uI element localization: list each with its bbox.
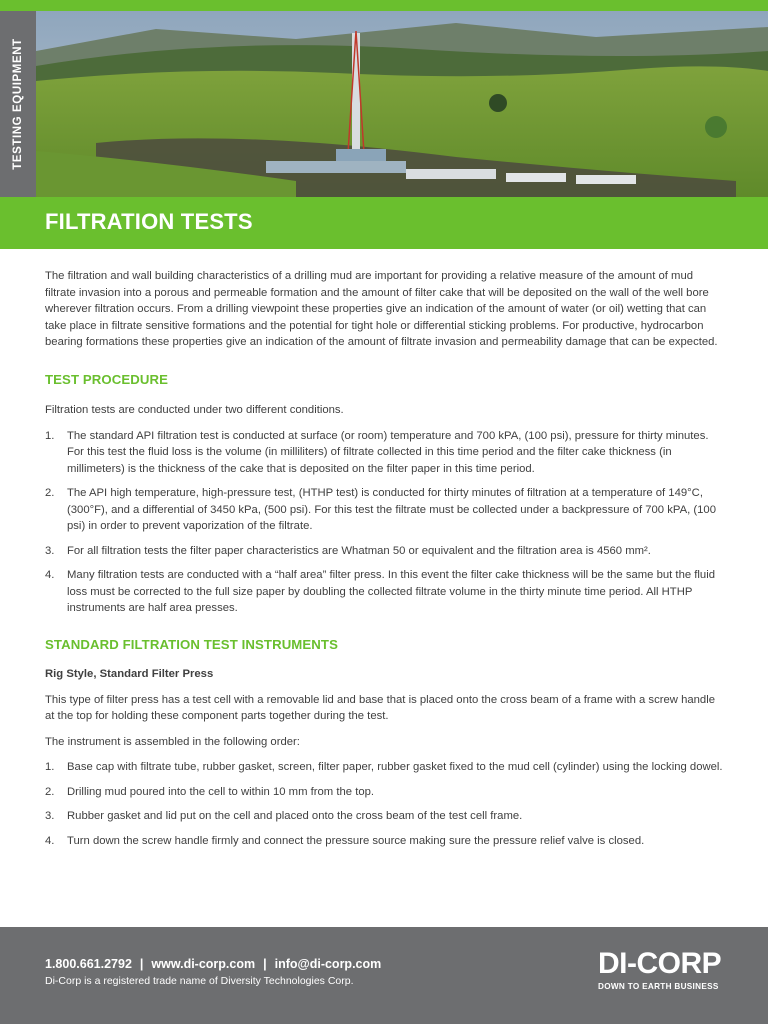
list-item-number: 1. — [45, 429, 55, 442]
list-item-text: The API high temperature, high-pressure test, (HTHP test) is conducted for thirty minutes of filtration at a temperature of 149°C, (300°F), and a differential of 3450 kPa, (500 psi). For this test the filtrate must be collected under a backpressure of 700 kPA, (100 psi) in order to prevent vaporization of the filtrate. — [67, 487, 716, 532]
test-procedure-list — [45, 428, 725, 617]
assembly-order-lead: The instrument is assembled in the following order: — [45, 735, 300, 748]
list-item-number: 4. — [45, 834, 55, 847]
instruments-description: This type of filter press has a test cell with a removable lid and base that is placed onto the cross beam of a frame with a screw handle at the top for holding these component parts together during the test. — [45, 693, 715, 722]
hero-drilling-rig-image — [36, 11, 768, 197]
list-item — [45, 428, 725, 478]
list-item-number: 2. — [45, 487, 55, 499]
list-item-text: Rubber gasket and lid put on the cell and placed onto the cross beam of the test cell frame. — [67, 810, 523, 822]
list-item-text: Many filtration tests are conducted with a “half area” filter press. In this event the filter cake thickness will be the same but the fluid loss must be corrected to the full size paper by doubling the collected filtrate volume in the thirty minute time period. All HTHP instruments are half area presses. — [67, 569, 715, 614]
test-procedure-lead: Filtration tests are conducted under two different conditions. — [45, 404, 344, 416]
section-tab — [0, 11, 36, 197]
list-item-text: For all filtration tests the filter paper characteristics are Whatman 50 or equivalent and the filtration area is 4560 mm². — [67, 544, 651, 557]
contact-separator: | — [263, 957, 267, 971]
list-item-text: Drilling mud poured into the cell to within 10 mm from the top. — [67, 785, 375, 798]
assembly-order-list — [45, 759, 725, 849]
phone-link[interactable]: 1.800.661.2792 — [45, 957, 132, 971]
footer — [0, 927, 768, 1024]
instruments-subheading: Rig Style, Standard Filter Press — [45, 668, 214, 680]
list-item-number: 3. — [45, 544, 55, 557]
list-item — [45, 485, 725, 535]
list-item — [45, 808, 725, 825]
contact-line — [45, 957, 381, 971]
list-item-number: 1. — [45, 761, 55, 773]
title-band — [0, 197, 768, 249]
website-link[interactable]: www.di-corp.com — [151, 957, 256, 971]
company-logo — [598, 949, 728, 991]
logo-tagline: DOWN TO EARTH BUSINESS — [598, 982, 719, 991]
email-link[interactable]: info@di-corp.com — [274, 957, 382, 971]
list-item-text: The standard API filtration test is conducted at surface (or room) temperature and 700 kPA, (100 psi), pressure for thirty minutes. For this test the fluid loss is the volume (in milliliters) of filtrate collected in this time period and the filter cake thickness (in millimeters) is the thickness of the cake that is deposited on the filter paper in this time period. — [67, 429, 709, 475]
list-item — [45, 833, 725, 850]
intro-paragraph: The filtration and wall building characteristics of a drilling mud are important for providing a relative measure of the amount of mud filtrate invasion into a porous and permeable formation and the amount of filter cake that will be deposited on the wall of the well bore wherever filtration occurs. From a drilling viewpoint these properties give an indication of the amount of water (or oil) wetting that can take place in filtrate sensitive formations and the potential for tight hole or differential sticking problems. For productive, hydrocarbon bearing formations these properties give an indication of the amount of filtrate invasion and permeability damage that can be expected. — [45, 270, 718, 348]
section-tab-label: TESTING EQUIPMENT — [12, 38, 25, 170]
logo-wordmark: DI-CORP — [598, 947, 722, 980]
page-title: FILTRATION TESTS — [45, 209, 253, 234]
list-item — [45, 784, 725, 801]
instruments-heading: STANDARD FILTRATION TEST INSTRUMENTS — [45, 636, 338, 652]
list-item — [45, 759, 725, 776]
list-item-text: Base cap with filtrate tube, rubber gasket, screen, filter paper, rubber gasket fixed to the mud cell (cylinder) using the locking dowel. — [67, 761, 723, 773]
list-item-number: 3. — [45, 810, 55, 822]
test-procedure-heading: TEST PROCEDURE — [45, 371, 169, 387]
list-item — [45, 567, 725, 617]
contact-separator: | — [139, 957, 144, 971]
trade-name-notice: Di-Corp is a registered trade name of Diversity Technologies Corp. — [45, 975, 354, 987]
top-accent-strip — [0, 0, 768, 11]
main-content — [45, 268, 725, 857]
list-item-number: 4. — [45, 569, 55, 581]
list-item-text: Turn down the screw handle firmly and connect the pressure source making sure the pressure relief valve is closed. — [67, 834, 645, 847]
list-item-number: 2. — [45, 785, 55, 798]
list-item — [45, 543, 725, 560]
